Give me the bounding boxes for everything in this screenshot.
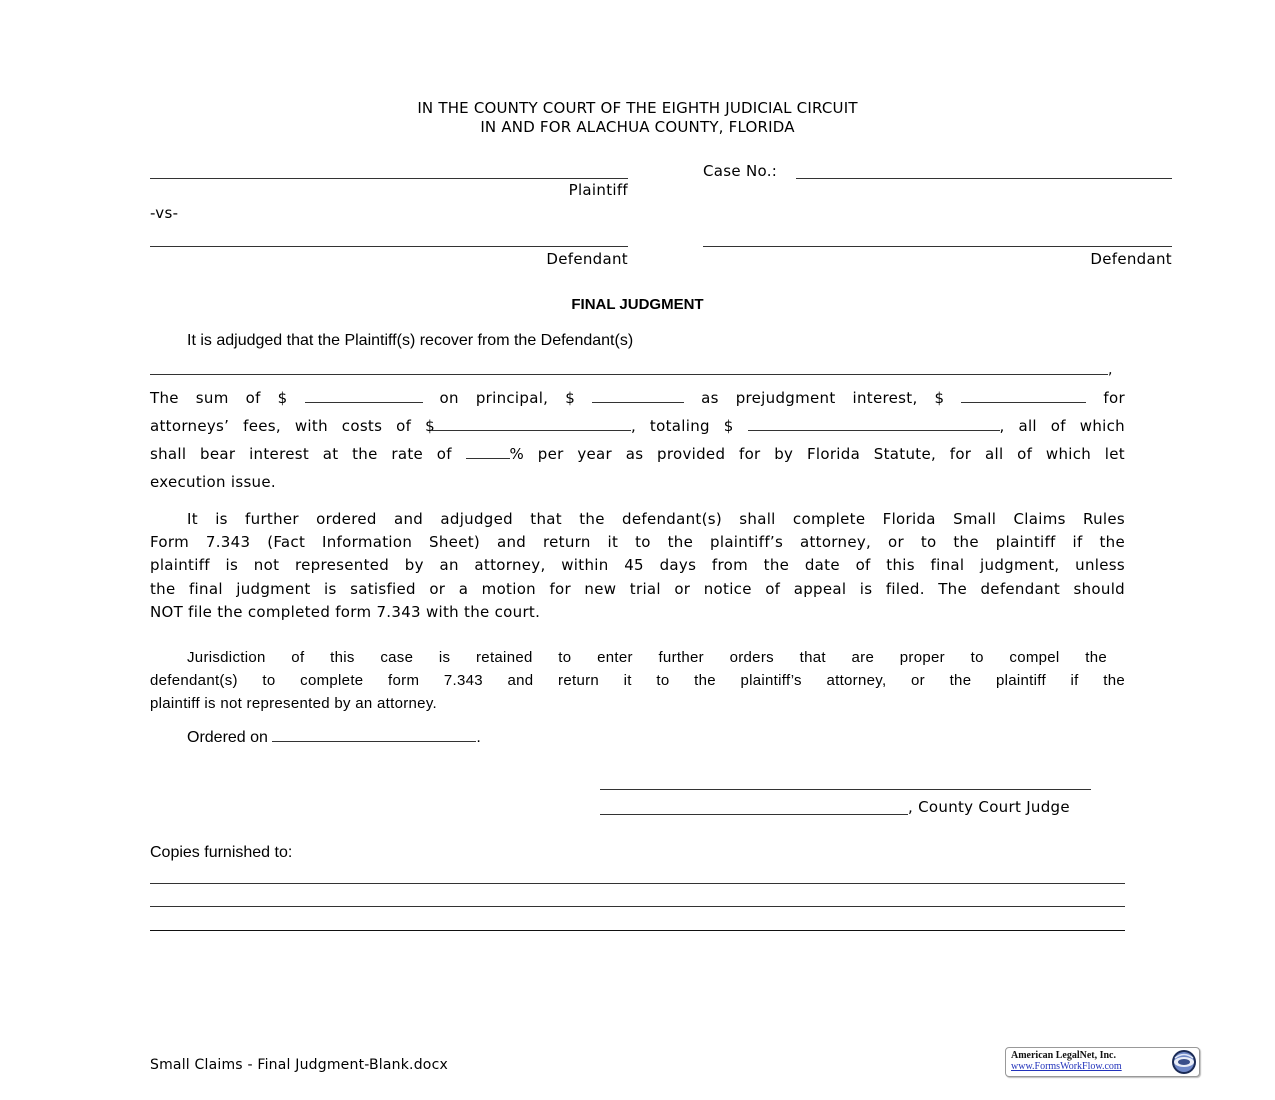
interest-rate-label: shall bear interest at the rate of [150,445,452,463]
judge-signature-line[interactable] [600,789,1091,790]
plaintiff-name-line[interactable] [150,178,628,179]
intro-text: It is adjudged that the Plaintiff(s) recover from the Defendant(s) [187,332,634,349]
sum-label: The sum of $ [150,389,288,407]
court-header-line-2: IN AND FOR ALACHUA COUNTY, FLORIDA [480,118,795,136]
footer-filename: Small Claims - Final Judgment-Blank.docx [150,1057,448,1073]
ordered-on-date-blank[interactable] [272,727,476,742]
jurisdiction-line-1: Jurisdiction of this case is retained to enter further orders that are proper to compel the [187,649,1107,666]
ordered-on-period: . [476,729,481,746]
comma-mark: , [1108,362,1113,378]
globe-logo-icon [1171,1049,1197,1075]
sum-line-2 [150,417,1125,435]
copies-line-2[interactable] [150,906,1125,907]
jurisdiction-line-2: defendant(s) to complete form 7.343 and return it to the plaintiff’s attorney, or the plaintiff if the [150,672,1125,689]
defendant-1-name-line[interactable] [150,246,628,247]
badge-company: American LegalNet, Inc. [1011,1050,1116,1061]
prejudgment-interest-blank[interactable] [592,389,684,403]
jurisdiction-line-3: plaintiff is not represented by an attorney. [150,695,437,712]
court-header-line-1: IN THE COUNTY COURT OF THE EIGHTH JUDICIAL CIRCUIT [417,99,858,117]
ordered-on-label: Ordered on [187,729,268,746]
interest-rate-blank[interactable] [466,445,510,459]
further-order-line-1: It is further ordered and adjudged that the defendant(s) shall complete Florida Small Claims Rules [187,510,1125,528]
defendant-names-line[interactable] [150,374,1108,375]
sum-line-4: execution issue. [150,473,276,491]
case-no-label: Case No.: [703,162,778,180]
principal-blank[interactable] [305,389,423,403]
copies-line-3[interactable] [150,930,1125,931]
statute-text: % per year as provided for by Florida Statute, for all of which let [509,445,1125,463]
costs-blank[interactable] [431,417,631,431]
further-order-line-5: NOT file the completed form 7.343 with the court. [150,603,541,621]
document-title: FINAL JUDGMENT [571,296,704,313]
ordered-on-row [187,727,481,747]
all-of-which-label: , all of which [999,417,1125,435]
total-blank[interactable] [748,417,1000,431]
badge-url-link[interactable]: www.FormsWorkFlow.com [1011,1061,1122,1072]
further-order-line-4: the final judgment is satisfied or a motion for new trial or notice of appeal is filed. The defendant should [150,580,1125,598]
sum-line-3 [150,445,1125,463]
plaintiff-label: Plaintiff [568,181,628,199]
copies-furnished-label: Copies furnished to: [150,844,293,861]
defendant-2-name-line[interactable] [703,246,1172,247]
judge-name-line[interactable] [600,814,908,815]
defendant-1-label: Defendant [546,250,628,268]
copies-line-1[interactable] [150,883,1125,884]
prejudgment-interest-label: as prejudgment interest, $ [701,389,945,407]
totaling-label: , totaling $ [630,417,734,435]
sum-line-1 [150,389,1125,407]
attorneys-fees-blank[interactable] [961,389,1086,403]
for-label: for [1103,389,1125,407]
further-order-line-3: plaintiff is not represented by an attorney, within 45 days from the date of this final judgment, unless [150,556,1125,574]
american-legalnet-badge[interactable] [1005,1047,1200,1077]
further-order-line-2: Form 7.343 (Fact Information Sheet) and return it to the plaintiff’s attorney, or to the plaintiff if the [150,533,1125,551]
county-court-judge-label: , County Court Judge [908,798,1070,816]
vs-label: -vs- [150,204,179,222]
defendant-2-label: Defendant [1090,250,1172,268]
case-no-line[interactable] [796,178,1172,179]
costs-label: attorneys’ fees, with costs of $ [150,417,435,435]
principal-label: on principal, $ [439,389,576,407]
